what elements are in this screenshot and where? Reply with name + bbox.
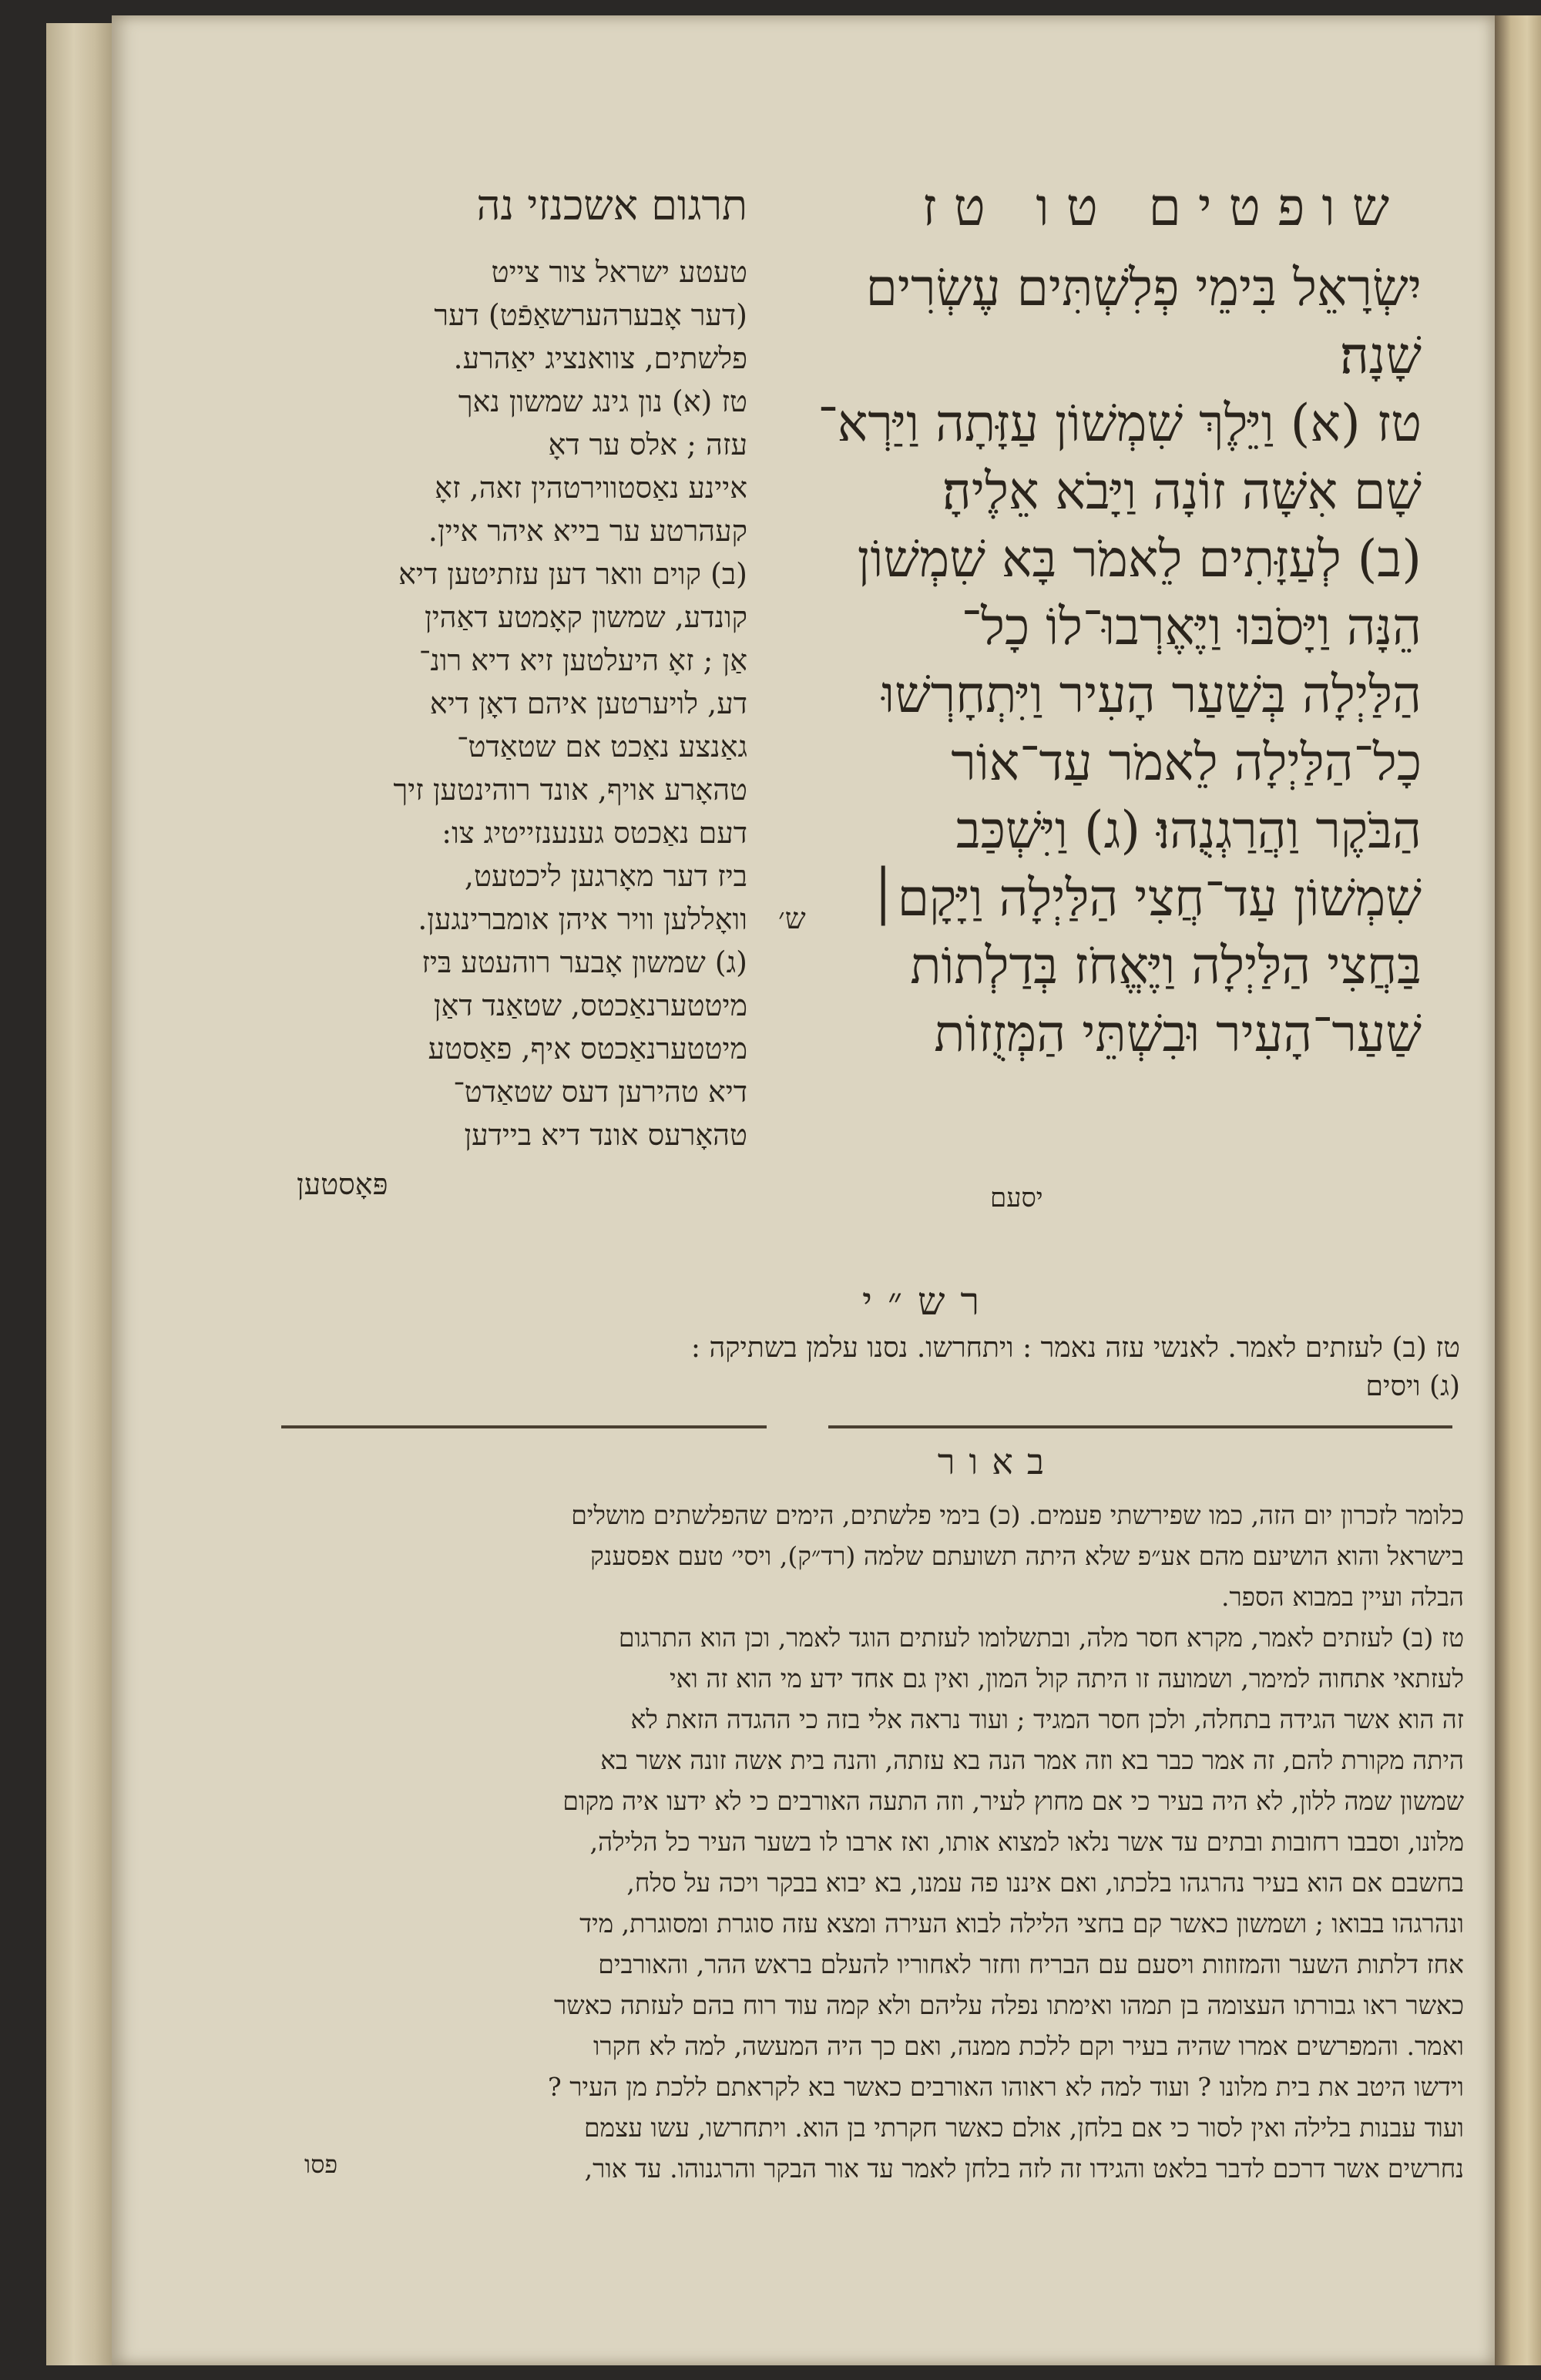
biur-line: נחרשים אשר דרכם לדבר בלאט והגידו זה לזה בלחן לאמר עד אור הבקר והרגנוהו. עד אור, (584, 2153, 1464, 2184)
targum-line: דיא טהירען דעס שטאַדט־ (453, 1075, 747, 1109)
targum-line: טז (א) נון גינג שמשון נאך (458, 384, 747, 418)
biur-line: הבלה ועיין במבוא הספר. (1221, 1582, 1464, 1612)
main-catchword: יסעם (990, 1183, 1043, 1213)
targum-line: ביז דער מאָרגען ליכטעט, (464, 859, 747, 893)
main-text-line: כָל־הַלַּיְלָה לֵאמֹר עַד־אוֹר (951, 733, 1422, 792)
targum-line: דעם נאַכטס גענענזייטיג צו: (441, 816, 747, 850)
main-text-line: הֵנָּה וַיָּסֹבּוּ וַיֶּאֶרְבוּ־לוֹ כָל־ (961, 597, 1422, 656)
targum-line: מיטטערנאַכטס, שטאַנד דאַן (433, 989, 747, 1022)
divider-rule (281, 1425, 767, 1428)
biur-commentary (285, 1495, 1464, 2189)
main-text-line: טז (א) וַיֵּלֶךְ שִׁמְשׁוֹן עַזָּתָה וַיַּרְא־ (818, 394, 1422, 453)
bottom-catchword: פסו (304, 2150, 338, 2179)
biur-line: טז (ב) לעזתים לאמר, מקרא חסר מלה, ובתשלומו לעזתים הוגד לאמר, וכן הוא התרגום (618, 1623, 1464, 1653)
biur-line: ועוד עבנות בלילה ואין לסור כי אם בלחן, אולם כאשר חקרתי בן הוא. ויתחרשו, עשו עצמם (583, 2113, 1464, 2143)
margin-mark: ש׳ (778, 901, 806, 935)
targum-line: אַן ; זאָ היעלטען זיא דיא רונ־ (418, 643, 747, 677)
book-page (112, 15, 1495, 2365)
biur-line: מלונו, וסבבו רחובות ובתים עד אשר נלאו למצוא אותו, ואז ארבו לו בשער העיר כל הלילה, (589, 1827, 1464, 1857)
biur-line: זה הוא אשר הגידה בתחלה, ולכן חסר המגיד ; ועוד נראה אלי בזה כי ההגדה הזאת לא (630, 1704, 1464, 1734)
rashi-heading: רש״י (861, 1279, 995, 1324)
targum-line: טהאָרעס אונד דיא ביידען (464, 1118, 747, 1152)
main-text-line: שִׁמְשׁוֹן עַד־חֲצִי הַלַּיְלָה וַיָּקָם׀ (868, 868, 1422, 928)
divider-rule (828, 1425, 1452, 1428)
targum-column (277, 250, 747, 1156)
biur-line: ואמר. והמפרשים אמרו שהיה בעיר וקם ללכת ממנה, ואם כך היה המעשה, למה לא חקרו (593, 2031, 1464, 2061)
main-text-line: הַלַּיְלָה בְּשַׁעַר הָעִיר וַיִּתְחָרְשׁוּ (881, 665, 1422, 724)
main-text-line: שָׁם אִשָּׁה זוֹנָה וַיָּבֹא אֵלֶיהָ׃ (942, 462, 1422, 521)
main-text-line: שָׁנָה׃ (1339, 326, 1422, 385)
targum-line: מיטטערנאַכטס איף, פאַסטע (428, 1032, 747, 1066)
main-hebrew-text (805, 254, 1422, 1068)
targum-line: קונדע, שמשון קאָמטע דאַהין (425, 600, 747, 634)
main-text-line: (ב) לְעַזָּתִים לֵאמֹר בָּא שִׁמְשׁוֹן (857, 529, 1422, 589)
targum-catchword: פּאָסטען (297, 1167, 388, 1201)
targum-line: עזה ; אלס ער דאָ (548, 428, 747, 462)
biur-line: היתה מקורת להם, זה אמר כבר בא וזה אמר הנה בא עזתה, והנה בית אשה זונה אשר בא (600, 1745, 1464, 1775)
main-text-line: בַּחֲצִי הַלַּיְלָה וַיֶּאֱחֹז בְּדַלְתוֹת (910, 936, 1422, 995)
biur-line: כלומר לזכרון יום הזה, כמו שפירשתי פעמים. (כ) בימי פלשתים, הימים שהפלשתים מושלים (571, 1500, 1464, 1530)
targum-line: (ב) קוים וואר דען עזתיטען דיא (398, 557, 747, 591)
targum-line: (דער אָבערהערשאַפֿט) דער (434, 298, 747, 332)
targum-line: דע, לויערטען איהם דאָן דיא (429, 686, 747, 720)
biur-line: בחשבם אם הוא בעיר נהרגהו בלכתו, ואם איננו פה עמנו, בא יבוא בבקר ויכה על סלח, (626, 1868, 1464, 1898)
targum-heading: תרגום אשכנזי נה (476, 181, 747, 230)
rashi-commentary (289, 1329, 1460, 1406)
biur-line: שמשון שמה ללון, לא היה בעיר כי אם מחוץ לעיר, וזה התעה האורבים כי לא ידעו איה מקום (562, 1786, 1464, 1816)
main-text-line: יִשְׂרָאֵל בִּימֵי פְלִשְׁתִּים עֶשְׂרִים (865, 258, 1422, 317)
targum-line: (ג) שמשון אָבער רוהעטע בּיז (421, 945, 747, 979)
main-text-line: שַׁעַר־הָעִיר וּבִשְׁתֵּי הַמְּזֻזוֹת (934, 1004, 1422, 1063)
targum-line: וואָללען וויר איהן אומברינגען. (418, 902, 747, 936)
biur-heading: באור (937, 1441, 1059, 1482)
main-text-line: הַבֹּקֶר וַהֲרַגְנֻהוּ׃ (ג) וַיִּשְׁכַּב (955, 801, 1422, 860)
targum-line: טהאָרע אויף, אונד רוהינטען זיך (393, 773, 747, 807)
running-head: שופטים טו טז (922, 177, 1406, 238)
biur-line: לעזתאי אתחוה למימר, ושמועה זו היתה קול המון, ואין גם אחד ידע מי הוא זה ואי (669, 1663, 1464, 1694)
facing-page-edge (1495, 15, 1541, 2365)
biur-line: וידשו היטב את בית מלונו ? ועוד למה לא ראוהו האורבים כאשר בא לקראתם ללכת מן העיר ? (548, 2072, 1464, 2102)
rashi-line: טז (ב) לעזתים לאמר. לאנשי עזה נאמר : ויתחרשו. נסנו עלמן בשתיקה : (690, 1332, 1460, 1364)
rashi-line: (ג) ויסים (1365, 1371, 1460, 1402)
targum-line: איינע נאַסטווירטהין זאה, זאָ (435, 471, 747, 505)
targum-line: גאַנצע נאַכט אם שטאַדט־ (457, 730, 747, 764)
biur-line: אחז דלתות השער והמזוזות ויסעם עם הבריח וחזר לאחוריו להעלם בראש ההר, והאורבים (598, 1949, 1464, 1979)
targum-line: טעטע ישראל צור צייט (491, 255, 747, 289)
page-edge-stack (46, 23, 116, 2365)
biur-line: כאשר ראו גבורתו העצומה בן תמהו ואימתו נפלה עליהם ולא קמה עוד רוח בהם לעזתה כאשר (554, 1990, 1464, 2020)
targum-line: פלשתים, צוואנציג יאַהרע. (453, 341, 747, 375)
targum-line: קעהרטע ער בייא איהר איין. (428, 514, 747, 548)
biur-line: בישראל והוא הושיעם מהם אע״פ שלא היתה תשועתם שלמה (רד״ק), ויסי׳ טעם אפסענק (590, 1541, 1464, 1571)
biur-line: ונהרגהו בבואו ; ושמשון כאשר קם בחצי הלילה לבוא העירה ומצא עזה סוגרת ומסוגרת, מיד (579, 1908, 1464, 1939)
